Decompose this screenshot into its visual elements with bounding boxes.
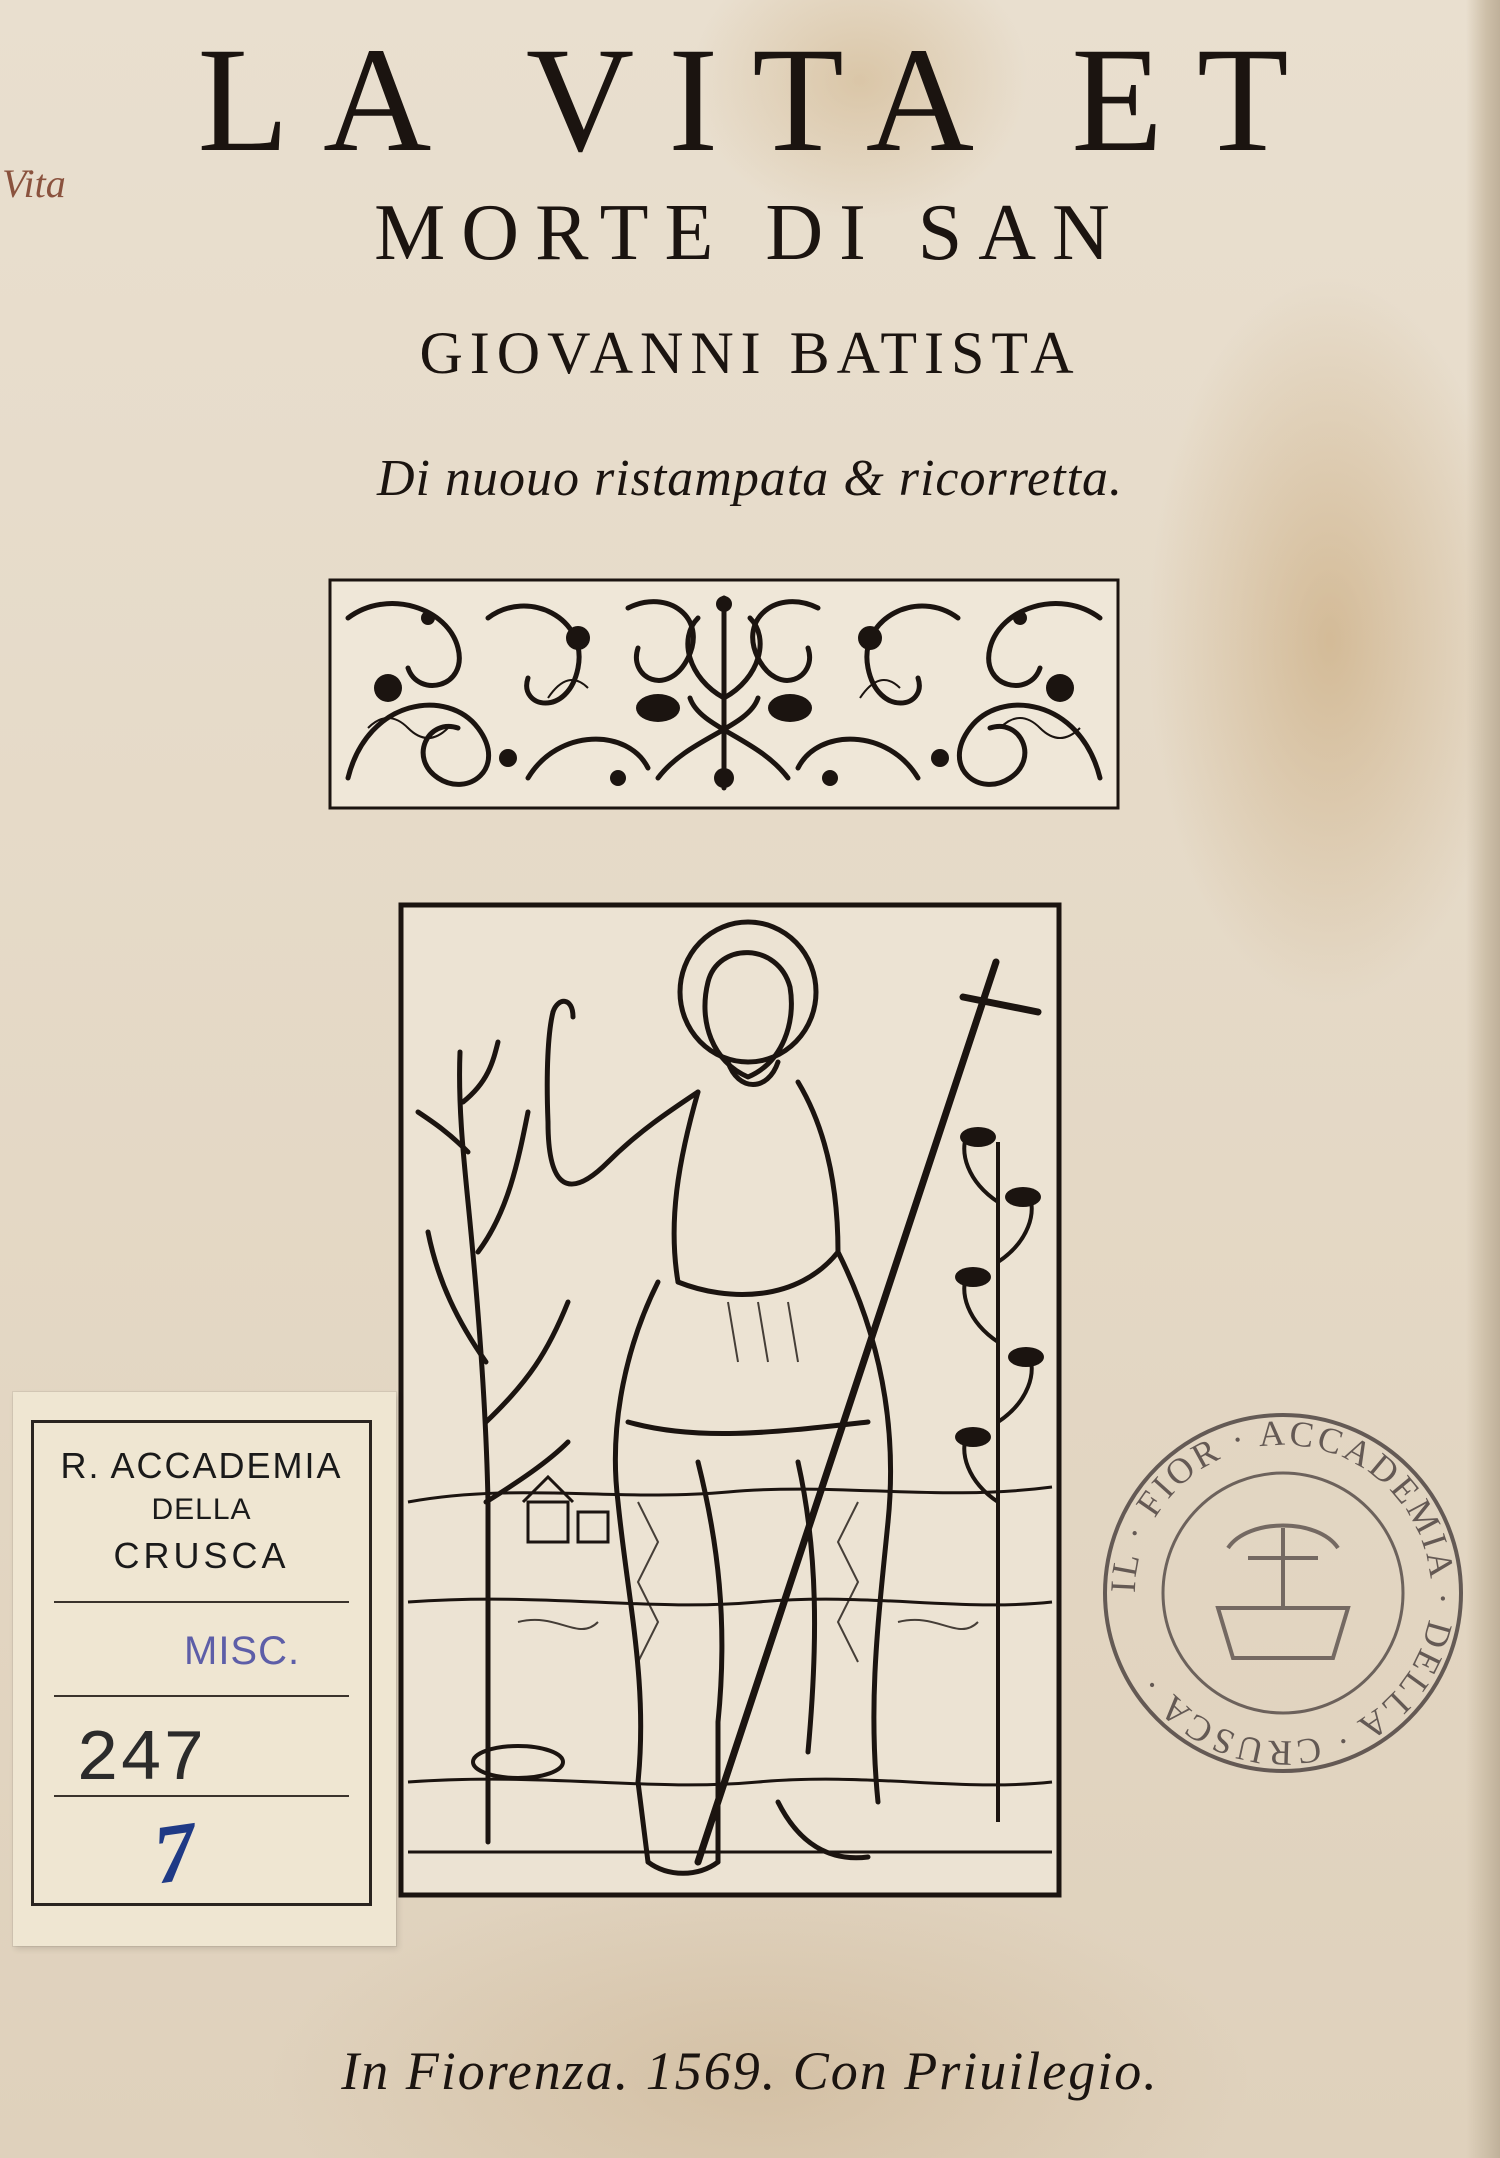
library-label: [13, 1392, 396, 1946]
label-line-academy: R. ACCADEMIA: [60, 1445, 343, 1486]
subtitle: Di nuouo ristampata & ricorretta.: [376, 450, 1124, 507]
library-stamp-icon: [1098, 1408, 1468, 1778]
label-line-della: DELLA: [151, 1493, 252, 1526]
label-line-crusca: CRUSCA: [113, 1535, 290, 1576]
title-line-1: LA VITA ET: [197, 17, 1323, 183]
shelfmark-stamp: MISC.: [184, 1629, 301, 1673]
stamp-ring-text: IL · FIOR · ACCADEMIA · DELLA · CRUSCA ·: [1102, 1412, 1464, 1774]
library-label-frame: [31, 1420, 372, 1906]
shelfmark-number: 247: [76, 1719, 206, 1801]
label-rule: [54, 1695, 349, 1697]
label-rule: [54, 1795, 349, 1797]
imprint: In Fiorenza. 1569. Con Priuilegio.: [341, 2041, 1159, 2101]
title-line-3: GIOVANNI BATISTA: [419, 320, 1081, 386]
margin-note: Vita: [2, 161, 66, 206]
saint-john-woodcut-icon: [398, 902, 1062, 1898]
title-line-2: MORTE DI SAN: [374, 189, 1126, 277]
label-rule: [54, 1601, 349, 1603]
ornament-band-icon: [328, 578, 1120, 810]
shelfmark-subnumber: 7: [147, 1804, 203, 1903]
